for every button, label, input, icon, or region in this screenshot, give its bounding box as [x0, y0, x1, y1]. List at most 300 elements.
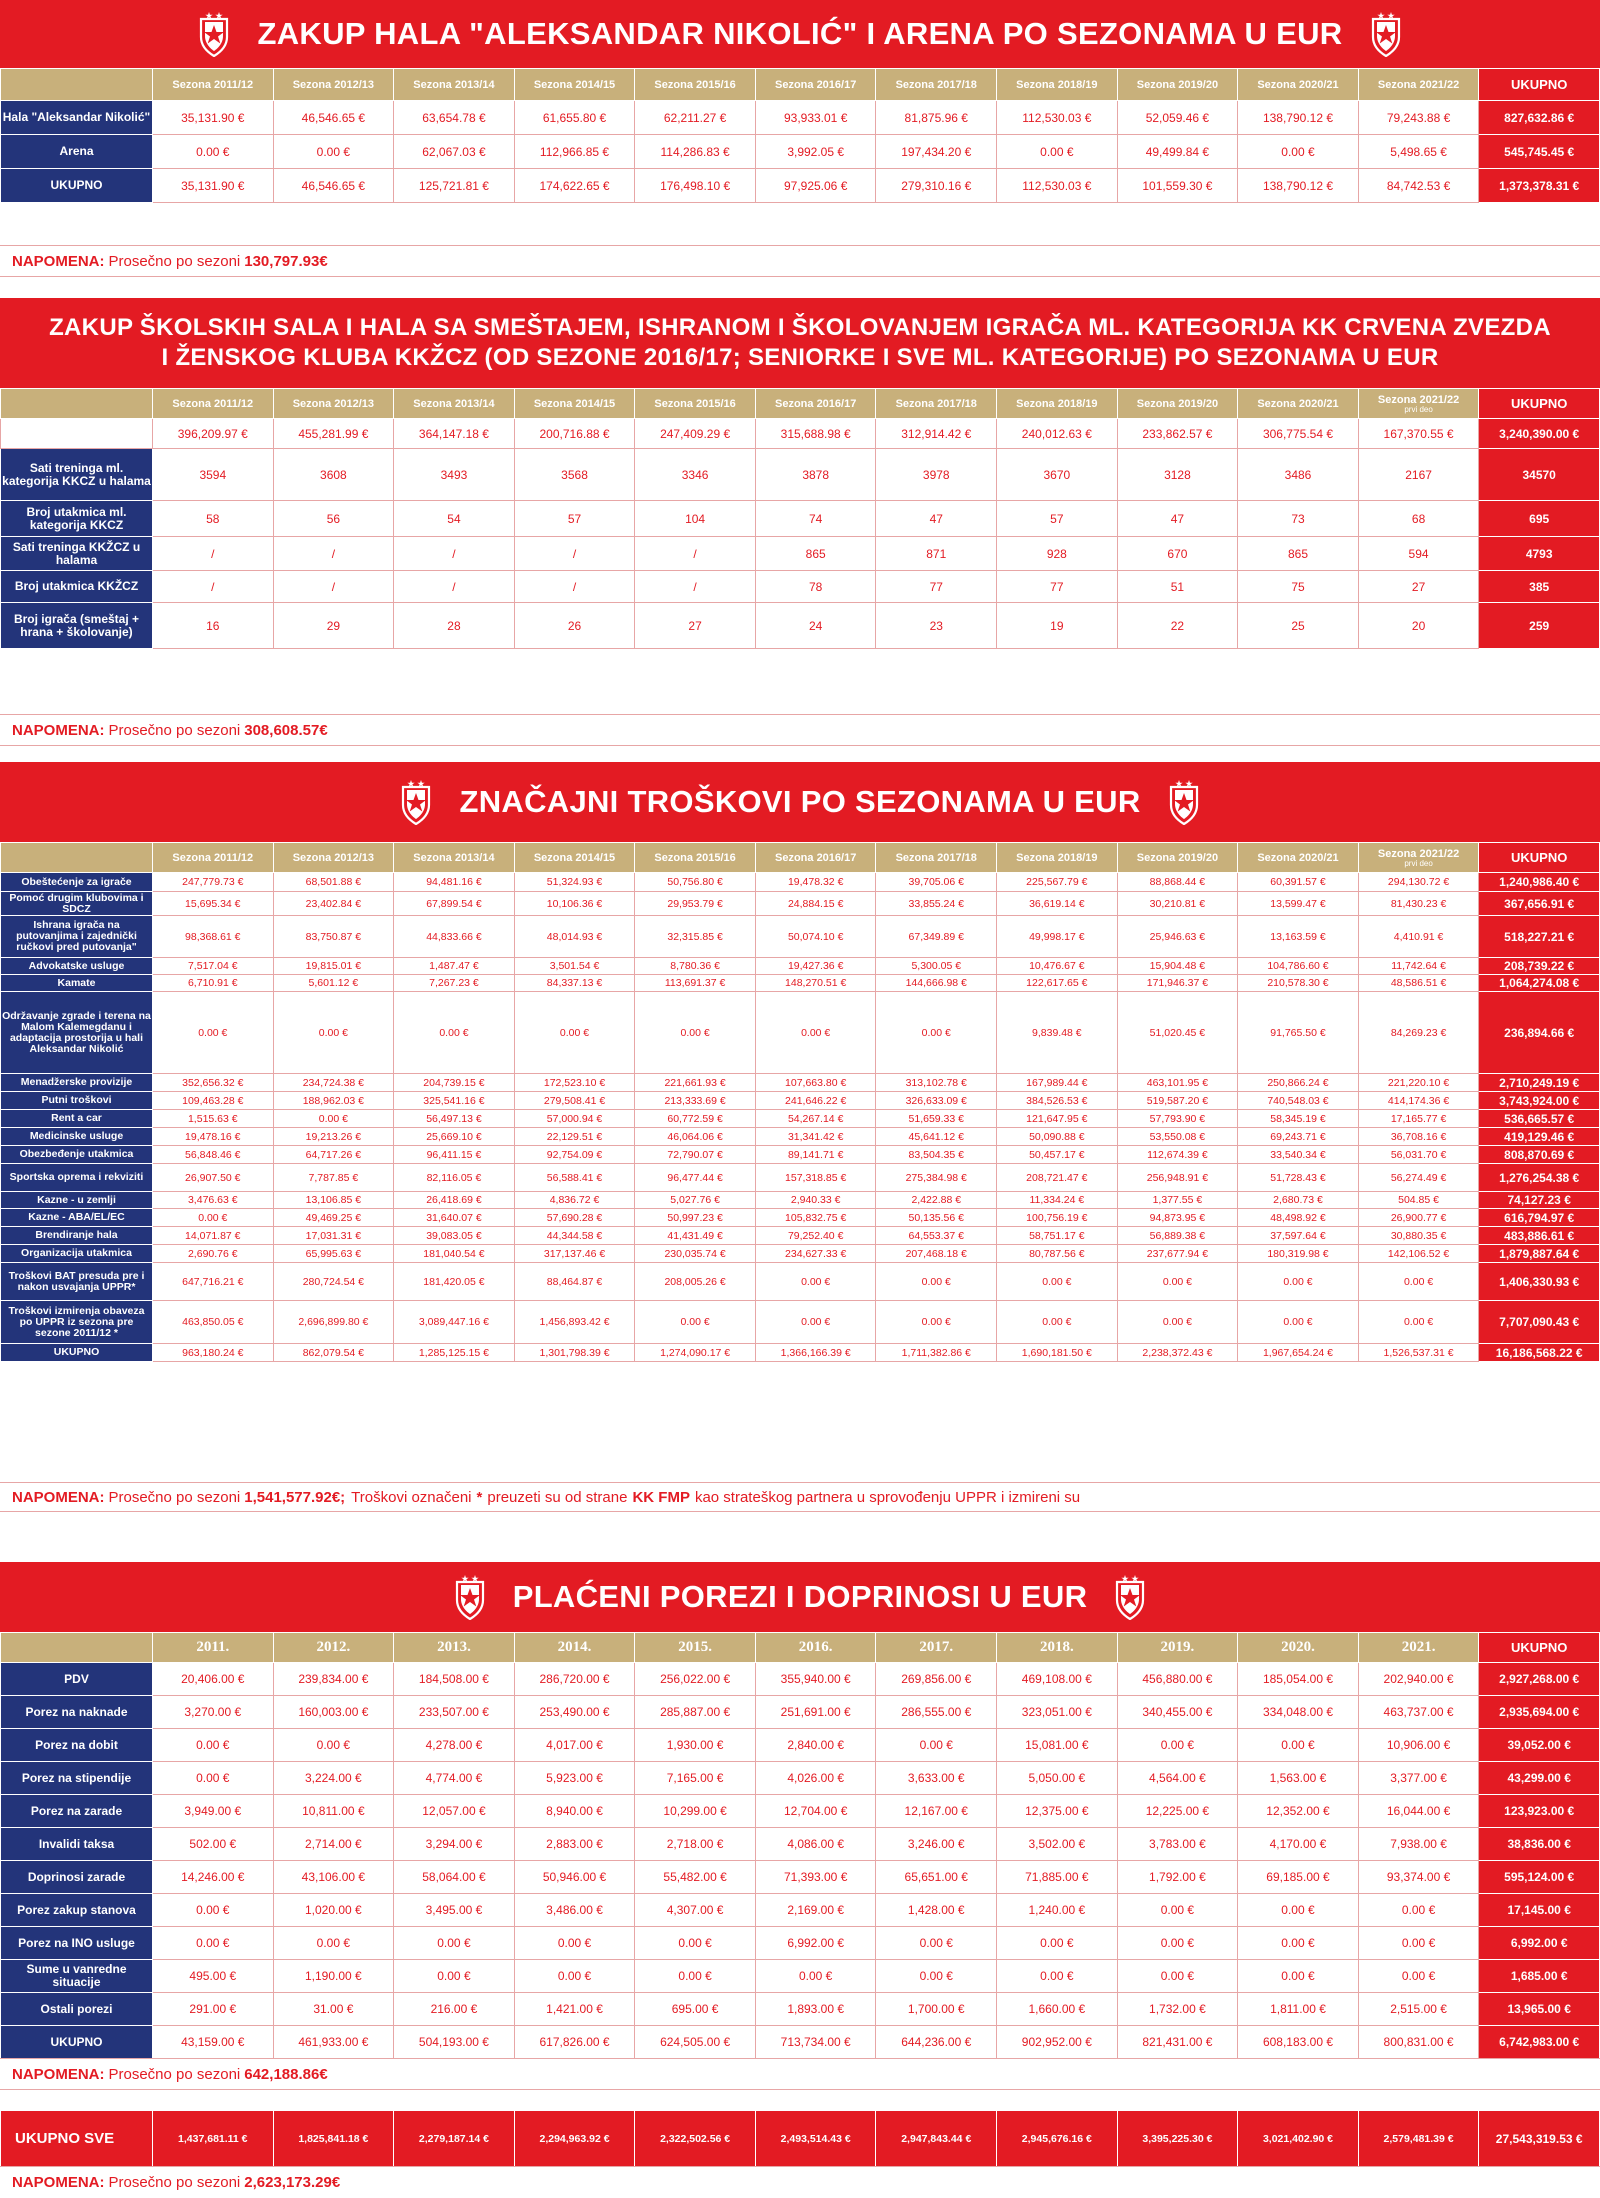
table-cell: 56 — [273, 501, 394, 537]
note-label: NAPOMENA: — [12, 2174, 105, 2191]
table-cell: 0.00 € — [394, 992, 515, 1074]
table-cell: 0.00 € — [153, 1209, 274, 1227]
row-label: Putni troškovi — [1, 1092, 153, 1110]
row-total: 39,052.00 € — [1479, 1729, 1600, 1762]
table-cell: 2,680.73 € — [1238, 1192, 1359, 1209]
table-cell: 19,213.26 € — [273, 1128, 394, 1146]
row-label-blank — [1, 419, 153, 449]
table-cell: 3,949.00 € — [153, 1795, 274, 1828]
table-cell: 3,246.00 € — [876, 1828, 997, 1861]
column-header-label: Sezona 2014/15 — [533, 78, 616, 91]
column-header-label: Sezona 2021/22 — [1377, 393, 1460, 406]
table-cell: 0.00 € — [876, 1960, 997, 1993]
table-cell: 2,515.00 € — [1358, 1993, 1479, 2026]
table-cell: 286,720.00 € — [514, 1663, 635, 1696]
table-cell: 1,893.00 € — [755, 1993, 876, 2026]
table-row — [1, 1663, 1600, 1696]
table-cell: 469,108.00 € — [997, 1663, 1118, 1696]
section4-note — [0, 2058, 1600, 2090]
table-cell: 71,393.00 € — [755, 1861, 876, 1894]
table-cell: 1,190.00 € — [273, 1960, 394, 1993]
table-cell: 326,633.09 € — [876, 1092, 997, 1110]
table-cell: 48,014.93 € — [514, 916, 635, 958]
table-cell: 3568 — [514, 449, 635, 501]
table-row — [1, 1128, 1600, 1146]
grand-total-cell: 3,395,225.30 € — [1117, 2111, 1238, 2167]
table-cell: 35,131.90 € — [153, 169, 274, 203]
table-cell: 96,411.15 € — [394, 1146, 515, 1164]
table-cell: 862,079.54 € — [273, 1344, 394, 1362]
table-cell: 14,246.00 € — [153, 1861, 274, 1894]
column-header — [997, 1633, 1118, 1663]
note-text: Prosečno po sezoni — [108, 2065, 241, 2083]
column-header-label: Sezona 2015/16 — [654, 78, 736, 91]
grand-total-value: 27,543,319.53 € — [1479, 2111, 1600, 2167]
table-cell: 256,022.00 € — [635, 1663, 756, 1696]
table-cell: 2,696,899.80 € — [273, 1301, 394, 1344]
table-cell: 5,050.00 € — [997, 1762, 1118, 1795]
table-cell: 50,074.10 € — [755, 916, 876, 958]
row-total: 13,965.00 € — [1479, 1993, 1600, 2026]
table-cell: 26,907.50 € — [153, 1164, 274, 1192]
table-cell: 62,211.27 € — [635, 101, 756, 135]
row-label: Porez na stipendije — [1, 1762, 153, 1795]
table-cell: 0.00 € — [1117, 1729, 1238, 1762]
table-cell: 185,054.00 € — [1238, 1663, 1359, 1696]
table-cell: 43,159.00 € — [153, 2026, 274, 2059]
table-cell: 463,850.05 € — [153, 1301, 274, 1344]
table-cell: 26 — [514, 603, 635, 649]
table-cell: 0.00 € — [876, 992, 997, 1074]
total-column-header: UKUPNO — [1479, 843, 1600, 873]
row-total: 2,927,268.00 € — [1479, 1663, 1600, 1696]
table-row — [1, 1227, 1600, 1245]
table-cell: 35,131.90 € — [153, 101, 274, 135]
table-cell: 355,940.00 € — [755, 1663, 876, 1696]
row-total: 595,124.00 € — [1479, 1861, 1600, 1894]
table-cell: 184,508.00 € — [394, 1663, 515, 1696]
table-cell: 0.00 € — [1358, 1894, 1479, 1927]
column-header-label: Sezona 2016/17 — [775, 78, 857, 91]
row-total: 483,886.61 € — [1479, 1227, 1600, 1245]
table-cell: 240,012.63 € — [997, 419, 1118, 449]
table-cell: 71,885.00 € — [997, 1861, 1118, 1894]
table-header-row — [1, 69, 1600, 101]
column-header-label: Sezona 2011/12 — [172, 78, 254, 91]
column-header-label: 2021. — [1401, 1639, 1436, 1655]
table-cell: 12,352.00 € — [1238, 1795, 1359, 1828]
table-cell: 23,402.84 € — [273, 892, 394, 916]
table-cell: 24 — [755, 603, 876, 649]
table-cell: 216.00 € — [394, 1993, 515, 2026]
row-total: 3,240,390.00 € — [1479, 419, 1600, 449]
table-cell: 455,281.99 € — [273, 419, 394, 449]
table-cell: 30,210.81 € — [1117, 892, 1238, 916]
column-header — [394, 69, 515, 101]
column-header-label: 2018. — [1039, 1639, 1074, 1655]
table-cell: 94,481.16 € — [394, 873, 515, 892]
table-cell: 51 — [1117, 571, 1238, 603]
row-label: Obeštećenje za igrače — [1, 873, 153, 892]
row-label: UKUPNO — [1, 169, 153, 203]
table-row — [1, 1146, 1600, 1164]
column-header-label: Sezona 2021/22 — [1377, 78, 1460, 91]
total-column-header: UKUPNO — [1479, 389, 1600, 419]
column-header-sublabel: prvi deo — [1404, 858, 1433, 868]
table-row — [1, 1344, 1600, 1362]
column-header-label: 2020. — [1281, 1639, 1315, 1655]
section2-title-line1: ZAKUP ŠKOLSKIH SALA I HALA SA SMEŠTAJEM, ISHRANOM I ŠKOLOVANJEM IGRAČA ML. KATEGORIJA KK CRVENA ZVEZDA — [49, 314, 1551, 341]
table-cell: 57 — [997, 501, 1118, 537]
table-row — [1, 1993, 1600, 2026]
row-total: 38,836.00 € — [1479, 1828, 1600, 1861]
table-cell: 0.00 € — [1117, 1301, 1238, 1344]
table-cell: 51,324.93 € — [514, 873, 635, 892]
table-cell: 181,420.05 € — [394, 1263, 515, 1301]
table-cell: 291.00 € — [153, 1993, 274, 2026]
table-cell: 279,310.16 € — [876, 169, 997, 203]
table-cell: 3878 — [755, 449, 876, 501]
table-cell: 2,422.88 € — [876, 1192, 997, 1209]
column-header-label: Sezona 2020/21 — [1257, 397, 1339, 410]
column-header-sublabel: prvi deo — [1404, 404, 1433, 414]
table-cell: 647,716.21 € — [153, 1263, 274, 1301]
table-cell: 4,836.72 € — [514, 1192, 635, 1209]
table-cell: 13,106.85 € — [273, 1192, 394, 1209]
table-cell: 0.00 € — [153, 1762, 274, 1795]
column-header-label: Sezona 2013/14 — [413, 78, 495, 91]
table-row — [1, 1828, 1600, 1861]
column-header — [755, 69, 876, 101]
red-star-crest-icon — [1369, 11, 1403, 57]
table-cell: 176,498.10 € — [635, 169, 756, 203]
table-cell: 1,732.00 € — [1117, 1993, 1238, 2026]
table-cell: / — [273, 571, 394, 603]
row-label: Sume u vanredne situacije — [1, 1960, 153, 1993]
table-cell: 105,832.75 € — [755, 1209, 876, 1227]
table-cell: 30,880.35 € — [1358, 1227, 1479, 1245]
row-label: Medicinske usluge — [1, 1128, 153, 1146]
table-row — [1, 2026, 1600, 2059]
table-cell: 47 — [876, 501, 997, 537]
table-row — [1, 1209, 1600, 1227]
table-row — [1, 571, 1600, 603]
table-cell: 0.00 € — [514, 1927, 635, 1960]
table-row — [1, 537, 1600, 571]
table-cell: 171,946.37 € — [1117, 975, 1238, 992]
table-cell: 3,633.00 € — [876, 1762, 997, 1795]
section3-note — [0, 1482, 1600, 1512]
table-cell: 25,946.63 € — [1117, 916, 1238, 958]
table-cell: 96,477.44 € — [635, 1164, 756, 1192]
table-cell: 33,540.34 € — [1238, 1146, 1359, 1164]
column-header — [514, 1633, 635, 1663]
table-cell: 414,174.36 € — [1358, 1092, 1479, 1110]
table-cell: 5,498.65 € — [1358, 135, 1479, 169]
table-cell: 456,880.00 € — [1117, 1663, 1238, 1696]
table-cell: 463,737.00 € — [1358, 1696, 1479, 1729]
table-cell: 0.00 € — [755, 1301, 876, 1344]
table-cell: 84,337.13 € — [514, 975, 635, 992]
table-cell: 16,044.00 € — [1358, 1795, 1479, 1828]
table-cell: 504,193.00 € — [394, 2026, 515, 2059]
table-cell: 3,501.54 € — [514, 958, 635, 975]
table-cell: 247,409.29 € — [635, 419, 756, 449]
table-cell: 1,428.00 € — [876, 1894, 997, 1927]
table-cell: 5,300.05 € — [876, 958, 997, 975]
table-cell: 47 — [1117, 501, 1238, 537]
table-cell: 27 — [635, 603, 756, 649]
note-text: Prosečno po sezoni — [108, 2174, 241, 2191]
red-star-crest-icon — [197, 11, 231, 57]
table-cell: 0.00 € — [1238, 1927, 1359, 1960]
table-cell: 0.00 € — [273, 1729, 394, 1762]
table-cell: 12,375.00 € — [997, 1795, 1118, 1828]
column-header — [1358, 69, 1479, 101]
table-cell: 93,933.01 € — [755, 101, 876, 135]
row-label: Broj utakmica ml. kategorija KKCZ — [1, 501, 153, 537]
note-star: * — [476, 1488, 483, 1506]
table-cell: 1,711,382.86 € — [876, 1344, 997, 1362]
table-cell: 14,071.87 € — [153, 1227, 274, 1245]
table-cell: 100,756.19 € — [997, 1209, 1118, 1227]
row-label: Sati treninga ml. kategorija KKCZ u halama — [1, 449, 153, 501]
table-cell: 0.00 € — [635, 1927, 756, 1960]
table-cell: 31,341.42 € — [755, 1128, 876, 1146]
table-cell: 50,997.23 € — [635, 1209, 756, 1227]
table-cell: 2167 — [1358, 449, 1479, 501]
row-label: Porez na zarade — [1, 1795, 153, 1828]
note-text: Prosečno po sezoni — [108, 252, 241, 270]
section4-title: PLAĆENI POREZI I DOPRINOSI U EUR — [512, 1579, 1088, 1614]
red-star-crest-icon — [453, 1574, 487, 1620]
grand-total-cell: 2,279,187.14 € — [394, 2111, 515, 2167]
table-cell: / — [153, 571, 274, 603]
table-cell: 138,790.12 € — [1238, 169, 1359, 203]
table-row — [1, 1192, 1600, 1209]
row-label: Brendiranje hala — [1, 1227, 153, 1245]
table-cell: 53,550.08 € — [1117, 1128, 1238, 1146]
column-header — [1358, 389, 1479, 419]
note-label: NAPOMENA: — [12, 252, 105, 270]
table-cell: 122,617.65 € — [997, 975, 1118, 992]
row-total: 17,145.00 € — [1479, 1894, 1600, 1927]
table-cell: 0.00 € — [153, 1729, 274, 1762]
table-cell: 1,285,125.15 € — [394, 1344, 515, 1362]
table-cell: 101,559.30 € — [1117, 169, 1238, 203]
table-cell: 928 — [997, 537, 1118, 571]
column-header — [153, 843, 274, 873]
table-cell: 865 — [1238, 537, 1359, 571]
table-cell: 251,691.00 € — [755, 1696, 876, 1729]
column-header — [1117, 69, 1238, 101]
table-cell: 5,027.76 € — [635, 1192, 756, 1209]
table-cell: 58 — [153, 501, 274, 537]
table-cell: 230,035.74 € — [635, 1245, 756, 1263]
table-cell: 10,476.67 € — [997, 958, 1118, 975]
table-cell: 5,601.12 € — [273, 975, 394, 992]
table-cell: 80,787.56 € — [997, 1245, 1118, 1263]
table-row — [1, 1861, 1600, 1894]
row-label: Doprinosi zarade — [1, 1861, 153, 1894]
table-cell: 0.00 € — [1117, 1927, 1238, 1960]
table-cell: 51,020.45 € — [1117, 992, 1238, 1074]
table-cell: 20,406.00 € — [153, 1663, 274, 1696]
header-blank-cell — [1, 1633, 153, 1663]
table-cell: 1,456,893.42 € — [514, 1301, 635, 1344]
column-header-label: Sezona 2020/21 — [1257, 851, 1339, 864]
section1-banner — [0, 0, 1600, 68]
row-label: Obezbeđenje utakmica — [1, 1146, 153, 1164]
table-cell: 24,884.15 € — [755, 892, 876, 916]
table-cell: 0.00 € — [635, 992, 756, 1074]
table-row — [1, 501, 1600, 537]
note-value: 308,608.57€ — [244, 721, 328, 739]
column-header — [876, 389, 997, 419]
school-halls-table — [0, 388, 1600, 649]
table-cell: 713,734.00 € — [755, 2026, 876, 2059]
total-column-header: UKUPNO — [1479, 1633, 1600, 1663]
table-cell: 2,883.00 € — [514, 1828, 635, 1861]
table-cell: 225,567.79 € — [997, 873, 1118, 892]
column-header — [1117, 1633, 1238, 1663]
table-cell: 1,563.00 € — [1238, 1762, 1359, 1795]
table-cell: 1,020.00 € — [273, 1894, 394, 1927]
table-cell: 3,476.63 € — [153, 1192, 274, 1209]
column-header — [755, 1633, 876, 1663]
table-cell: 8,940.00 € — [514, 1795, 635, 1828]
table-cell: 50,756.80 € — [635, 873, 756, 892]
table-cell: 4,278.00 € — [394, 1729, 515, 1762]
table-cell: 19,427.36 € — [755, 958, 876, 975]
table-cell: / — [394, 571, 515, 603]
table-cell: 0.00 € — [1358, 1301, 1479, 1344]
grand-total-cell: 1,825,841.18 € — [273, 2111, 394, 2167]
table-cell: 0.00 € — [755, 1960, 876, 1993]
header-blank-cell — [1, 843, 153, 873]
row-total: 2,710,249.19 € — [1479, 1074, 1600, 1092]
table-cell: 250,866.24 € — [1238, 1074, 1359, 1092]
column-header-label: Sezona 2014/15 — [533, 851, 616, 864]
table-cell: 0.00 € — [1117, 1894, 1238, 1927]
table-cell: 77 — [997, 571, 1118, 603]
table-row — [1, 1762, 1600, 1795]
table-cell: 60,772.59 € — [635, 1110, 756, 1128]
section2-banner — [0, 298, 1600, 388]
table-cell: 6,992.00 € — [755, 1927, 876, 1960]
table-cell: 963,180.24 € — [153, 1344, 274, 1362]
table-cell: 0.00 € — [997, 1960, 1118, 1993]
table-cell: 312,914.42 € — [876, 419, 997, 449]
table-cell: 19,478.16 € — [153, 1128, 274, 1146]
column-header-label: 2016. — [798, 1639, 833, 1655]
table-cell: 56,588.41 € — [514, 1164, 635, 1192]
section2-title-line2: I ŽENSKOG KLUBA KKŽCZ (OD SEZONE 2016/17; SENIORKE I SVE ML. KATEGORIJE) PO SEZONAMA U EUR — [161, 344, 1439, 371]
table-cell: 81,430.23 € — [1358, 892, 1479, 916]
table-cell: 644,236.00 € — [876, 2026, 997, 2059]
table-cell: 317,137.46 € — [514, 1245, 635, 1263]
column-header — [153, 1633, 274, 1663]
table-cell: 6,710.91 € — [153, 975, 274, 992]
table-cell: 39,705.06 € — [876, 873, 997, 892]
table-cell: 104,786.60 € — [1238, 958, 1359, 975]
table-cell: 10,106.36 € — [514, 892, 635, 916]
table-cell: 233,862.57 € — [1117, 419, 1238, 449]
table-cell: 221,661.93 € — [635, 1074, 756, 1092]
row-label: Kazne - ABA/EL/EC — [1, 1209, 153, 1227]
table-cell: 0.00 € — [273, 992, 394, 1074]
table-cell: 7,267.23 € — [394, 975, 515, 992]
table-cell: 294,130.72 € — [1358, 873, 1479, 892]
table-cell: 97,925.06 € — [755, 169, 876, 203]
table-cell: 167,989.44 € — [997, 1074, 1118, 1092]
row-total: 123,923.00 € — [1479, 1795, 1600, 1828]
table-cell: 315,688.98 € — [755, 419, 876, 449]
grand-total-row — [1, 2111, 1600, 2167]
column-header-label: 2011. — [196, 1639, 230, 1655]
table-cell: 10,811.00 € — [273, 1795, 394, 1828]
table-cell: 3486 — [1238, 449, 1359, 501]
table-cell: 279,508.41 € — [514, 1092, 635, 1110]
table-cell: 334,048.00 € — [1238, 1696, 1359, 1729]
note-value: 1,541,577.92€; — [244, 1488, 346, 1506]
column-header-label: 2019. — [1160, 1639, 1195, 1655]
table-row — [1, 1092, 1600, 1110]
column-header-label: 2015. — [678, 1639, 712, 1655]
table-cell: 1,700.00 € — [876, 1993, 997, 2026]
column-header — [1358, 1633, 1479, 1663]
table-cell: 2,714.00 € — [273, 1828, 394, 1861]
table-cell: 463,101.95 € — [1117, 1074, 1238, 1092]
table-cell: 241,646.22 € — [755, 1092, 876, 1110]
note-text: Prosečno po sezoni — [108, 1488, 241, 1506]
table-cell: 37,597.64 € — [1238, 1227, 1359, 1245]
table-cell: 138,790.12 € — [1238, 101, 1359, 135]
row-total: 419,129.46 € — [1479, 1128, 1600, 1146]
table-row — [1, 892, 1600, 916]
table-cell: 104 — [635, 501, 756, 537]
red-star-crest-icon — [1167, 779, 1201, 825]
table-cell: 12,167.00 € — [876, 1795, 997, 1828]
table-cell: 61,655.80 € — [514, 101, 635, 135]
table-row — [1, 135, 1600, 169]
column-header-label: Sezona 2018/19 — [1016, 397, 1098, 410]
table-row — [1, 1960, 1600, 1993]
table-cell: 1,366,166.39 € — [755, 1344, 876, 1362]
grand-note — [0, 2166, 1600, 2198]
note-text-3: preuzeti su od strane — [487, 1488, 628, 1506]
column-header — [394, 843, 515, 873]
table-cell: 74 — [755, 501, 876, 537]
table-cell: 29,953.79 € — [635, 892, 756, 916]
table-row — [1, 916, 1600, 958]
table-cell: 113,691.37 € — [635, 975, 756, 992]
table-cell: 502.00 € — [153, 1828, 274, 1861]
table-cell: 12,057.00 € — [394, 1795, 515, 1828]
table-row — [1, 603, 1600, 649]
expenses-table — [0, 842, 1600, 1362]
section1-title: ZAKUP HALA "ALEKSANDAR NIKOLIĆ" I ARENA PO SEZONAMA U EUR — [257, 16, 1343, 51]
table-cell: 181,040.54 € — [394, 1245, 515, 1263]
table-cell: 22,129.51 € — [514, 1128, 635, 1146]
table-cell: 0.00 € — [997, 135, 1118, 169]
column-header — [997, 69, 1118, 101]
table-cell: 88,868.44 € — [1117, 873, 1238, 892]
row-total: 1,276,254.38 € — [1479, 1164, 1600, 1192]
table-cell: 197,434.20 € — [876, 135, 997, 169]
table-cell: 121,647.95 € — [997, 1110, 1118, 1128]
row-total: 1,064,274.08 € — [1479, 975, 1600, 992]
